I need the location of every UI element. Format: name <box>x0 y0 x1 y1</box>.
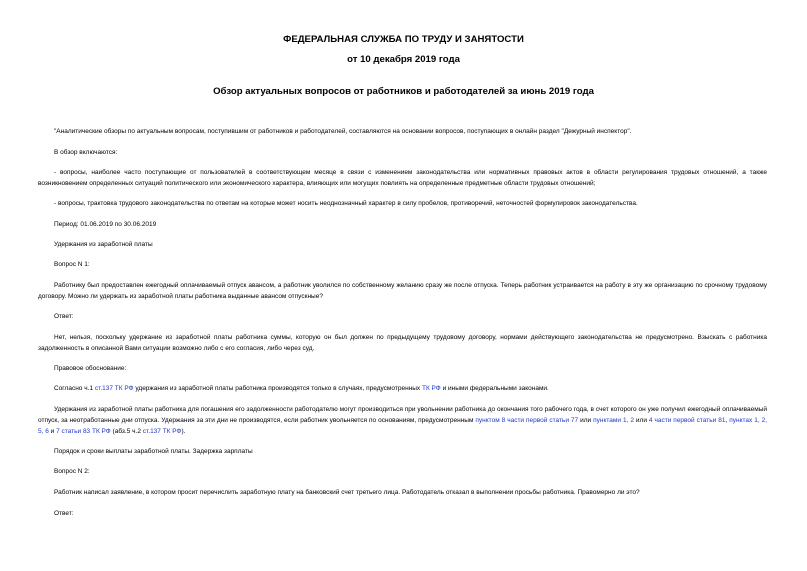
legal-basis-label: Правовое обоснование: <box>54 365 127 372</box>
basis-2-text-2: или <box>578 417 594 424</box>
answer-1-label: Ответ: <box>54 313 74 320</box>
question-2-text: Работник написал заявление, в котором просит перечислить заработную плату на банковский счет третьего лица. Работодатель отказал в выполнении просьбы работника. Правомерно ли это? <box>54 489 640 496</box>
link-article-137[interactable]: ст.137 ТК РФ <box>94 385 134 392</box>
agency-title: ФЕДЕРАЛЬНАЯ СЛУЖБА ПО ТРУДУ И ЗАНЯТОСТИ <box>283 34 524 45</box>
includes-paragraph: В обзор включаются: <box>54 149 118 156</box>
intro-paragraph: "Аналитические обзоры по актуальным вопросам, поступившим от работников и работодателей, составляются на основании вопросов, поступающих в онлайн раздел "Дежурный инспектор". <box>54 128 632 135</box>
link-article-81-item-4[interactable]: 4 части первой статьи 81 <box>648 417 726 424</box>
basis-2-text-3: или <box>633 417 649 424</box>
question-2-label: Вопрос N 2: <box>54 468 90 475</box>
basis-2-text-1: Удержания из заработной платы работника для погашения его задолженности работодателю могут производиться при увольнении работника до окончания того рабочего года, в счет которого он уже получил ежегодный оплачиваемый отпуск, за неотработанные дни отпуска. Удержания за эти дни не производятся, если работник увольняется по основаниям, предусмотренным <box>38 406 767 424</box>
basis-2-text-6: (абз.5 ч.2 <box>110 428 143 435</box>
basis-2-text-4: , <box>725 417 730 424</box>
period-paragraph: Период: 01.06.2019 по 30.06.2019 <box>54 221 157 228</box>
link-labor-code[interactable]: ТК РФ <box>421 385 441 392</box>
question-1-label: Вопрос N 1: <box>54 261 90 268</box>
link-article-137-part-2[interactable]: ст.137 ТК РФ <box>142 428 182 435</box>
link-article-83-items[interactable]: пунктах 1, 2, 5, 6 <box>38 417 767 435</box>
link-article-83-item-7[interactable]: 7 статьи 83 ТК РФ <box>56 428 111 435</box>
list-item-1: - вопросы, наиболее часто поступающие от пользователей в соответствующем месяце в связи с изменением законодательства или нормативных правовых актов в области регулирования трудовых отношений, а также возникновением определенных ситуаций политического или экономического характера, влияющих или могущих повлиять на определенные предметные области трудовых отношений; <box>38 169 767 187</box>
basis-1-text-2: удержания из заработной платы работника производятся только в случаях, предусмотренных <box>133 385 422 392</box>
document-date: от 10 декабря 2019 года <box>347 54 460 65</box>
section-heading-deductions: Удержания из заработной платы <box>54 241 153 248</box>
basis-2-text-5: и <box>48 428 57 435</box>
list-item-2: - вопросы, трактовка трудового законодательства по ответам на которые может носить неоднозначный характер в силу пробелов, противоречий, неточностей формулировок законодательства. <box>54 200 638 207</box>
legal-basis-paragraph-2 <box>38 404 767 437</box>
basis-1-text-1: Согласно ч.1 <box>54 385 95 392</box>
basis-1-text-3: и иными федеральными законами. <box>440 385 549 392</box>
answer-2-label: Ответ: <box>54 510 74 517</box>
link-article-81-items-1-2[interactable]: пунктами 1, 2 <box>593 417 634 424</box>
answer-1-text: Нет, нельзя, поскольку удержание из заработной платы работника суммы, которую он был должен по предыдущему трудовому договору, нормами действующего законодательства не предусмотрено. Взыскать с работника задолженность в описанной Вами ситуации возможно либо с его согласия, либо через суд. <box>38 334 767 352</box>
link-article-77[interactable]: пунктом 8 части первой статьи 77 <box>475 417 579 424</box>
basis-2-text-7: ). <box>181 428 186 435</box>
section-heading-payment: Порядок и сроки выплаты заработной платы. Задержка зарплаты <box>54 448 253 455</box>
legal-basis-paragraph-1 <box>38 383 767 394</box>
document-title: Обзор актуальных вопросов от работников и работодателей за июнь 2019 года <box>213 86 594 97</box>
question-1-text: Работнику был предоставлен ежегодный оплачиваемый отпуск авансом, а работник уволился по собственному желанию сразу же после отпуска. Теперь работник устраивается на работу в эту же организацию по срочному трудовому договору. Можно ли удержать из заработной платы работника выданные авансом отпускные? <box>38 282 767 300</box>
